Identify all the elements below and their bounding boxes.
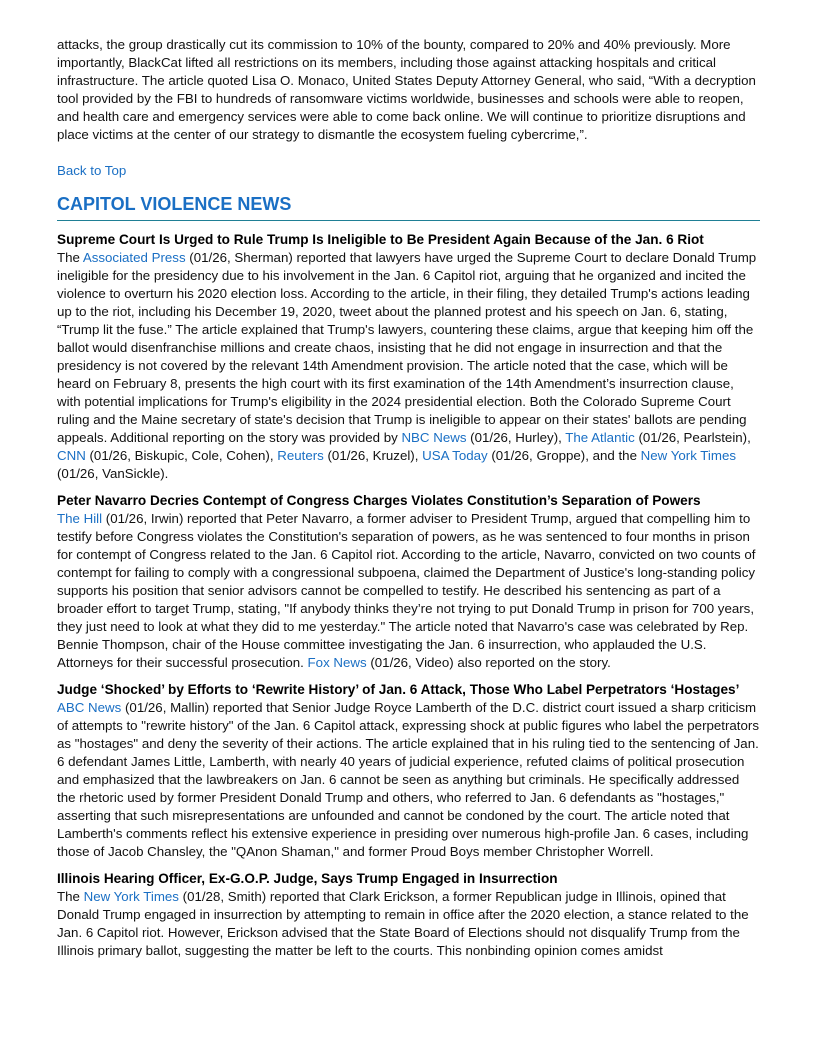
article-title: Peter Navarro Decries Contempt of Congress Charges Violates Constitution’s Separation of Powers bbox=[57, 493, 701, 508]
source-link[interactable]: Fox News bbox=[307, 655, 367, 670]
article-body bbox=[57, 249, 760, 483]
article-title: Illinois Hearing Officer, Ex-G.O.P. Judge, Says Trump Engaged in Insurrection bbox=[57, 871, 558, 886]
article bbox=[57, 681, 760, 861]
article bbox=[57, 231, 760, 483]
source-link[interactable]: New York Times bbox=[640, 448, 737, 463]
back-to-top-link[interactable]: Back to Top bbox=[57, 163, 127, 178]
source-link[interactable]: CNN bbox=[57, 448, 86, 463]
source-link[interactable]: The Atlantic bbox=[565, 430, 635, 445]
source-link[interactable]: New York Times bbox=[83, 889, 179, 904]
article-text: (01/26, Sherman) reported that lawyers have urged the Supreme Court to declare Donald Trump ineligible for the presidency due to his involvement in the Jan. 6 Capitol riot, arguing that he organized and incited the violence to overturn his 2020 election loss. According to the article, in their filing, they detailed Trump's actions leading up to the riot, including his December 19, 2020, tweet about the planned protest and his speech on Jan. 6, stating, “Trump lit the fuse.” The article explained that Trump's lawyers, countering these claims, argue that keeping him off the ballot would disenfranchise millions and create chaos, insisting that he did not engage in insurrection and that the presidency is not covered by the relevant 14th Amendment provision. The article noted that the case, which will be heard on February 8, presents the high court with its first examination of the 14th Amendment’s insurrection clause, with potential implications for Trump's eligibility in the 2024 presidential election. Both the Colorado Supreme Court ruling and the Maine secretary of state's decision that Trump is ineligible to appear on their states' ballots are pending appeals. Additional reporting on the story was provided by bbox=[57, 250, 757, 445]
citation-text: (01/26, Biskupic, Cole, Cohen), bbox=[85, 448, 278, 463]
article-text: (01/28, Smith) reported that Clark Erickson, a former Republican judge in Illinois, opined that Donald Trump engaged in insurrection by attempting to remain in office after the 2020 election, a stance related to the Jan. 6 Capitol riot. However, Erickson advised that the State Board of Elections should not disqualify Trump from the Illinois primary ballot, suggesting the matter be left to the courts. This nonbinding opinion comes amidst bbox=[57, 889, 749, 958]
source-link[interactable]: USA Today bbox=[422, 448, 488, 463]
citation-text: (01/26, Pearlstein), bbox=[634, 430, 751, 445]
article bbox=[57, 870, 760, 960]
citation-text: (01/26, Video) also reported on the story. bbox=[366, 655, 611, 670]
citation-text: (01/26, Groppe), and the bbox=[487, 448, 641, 463]
citation-text: (01/26, Hurley), bbox=[466, 430, 566, 445]
intro-paragraph: attacks, the group drastically cut its commission to 10% of the bounty, compared to 20% and 40% previously. More importantly, BlackCat lifted all restrictions on its members, including those against attacking hospitals and critical infrastructure. The article quoted Lisa O. Monaco, United States Deputy Attorney General, who said, “With a decryption tool provided by the FBI to hundreds of ransomware victims worldwide, businesses and schools were able to reopen, and health care and emergency services were able to come back online. We will continue to prioritize disruptions and place victims at the center of our strategy to dismantle the ecosystem fueling cybercrime,”. bbox=[57, 37, 756, 142]
lead-word: The bbox=[57, 250, 83, 265]
article-text: (01/26, Mallin) reported that Senior Judge Royce Lamberth of the D.C. district court issued a sharp criticism of attempts to "rewrite history" of the Jan. 6 Capitol attack, expressing shock at public figures who label the perpetrators as "hostages" and deny the severity of their actions. The article explained that in his ruling tied to the sentencing of Jan. 6 defendant James Little, Lamberth, with nearly 40 years of judicial experience, refuted claims of political prosecution and emphasized that the lawbreakers on Jan. 6 cannot be seen as anything but criminals. He specifically addressed the rhetoric used by former President Donald Trump and others, who referred to Jan. 6 defendants as "hostages," asserting that such misrepresentations are unfounded and cannot be condoned by the court. The article noted that Lamberth's comments reflect his extensive experience in presiding over numerous high-profile Jan. 6 cases, including those of Jacob Chansley, the "QAnon Shaman," and former Proud Boys member Christopher Worrell. bbox=[57, 700, 759, 859]
source-link[interactable]: NBC News bbox=[401, 430, 467, 445]
article-title: Judge ‘Shocked’ by Efforts to ‘Rewrite History’ of Jan. 6 Attack, Those Who Label Perpetrators ‘Hostages’ bbox=[57, 682, 740, 697]
article-title: Supreme Court Is Urged to Rule Trump Is Ineligible to Be President Again Because of the Jan. 6 Riot bbox=[57, 232, 704, 247]
lead-word: The bbox=[57, 889, 84, 904]
source-link[interactable]: The Hill bbox=[57, 511, 103, 526]
article-body bbox=[57, 699, 760, 861]
section-title: CAPITOL VIOLENCE NEWS bbox=[57, 192, 760, 221]
article bbox=[57, 492, 760, 672]
article-body bbox=[57, 888, 760, 960]
source-link[interactable]: Reuters bbox=[277, 448, 324, 463]
article-text: (01/26, Irwin) reported that Peter Navarro, a former adviser to President Trump, argued that compelling him to testify before Congress violates the Constitution's separation of powers, as he was sentenced to four months in prison for contempt of Congress related to the Jan. 6 Capitol riot. According to the article, Navarro, convicted on two counts of contempt for failing to comply with a congressional subpoena, claimed the Department of Justice's long-standing policy supports his position that senior advisors cannot be compelled to testify. He described his sentencing as part of a broader effort to target Trump, stating, "If anybody thinks they’re not trying to put Donald Trump in prison for 700 years, they just need to look at what they did to me yesterday." The article noted that Navarro's case was celebrated by Rep. Bennie Thompson, chair of the House committee investigating the Jan. 6 insurrection, who applauded the U.S. Attorneys for their successful prosecution. bbox=[57, 511, 756, 670]
citation-text: (01/26, Kruzel), bbox=[323, 448, 423, 463]
article-body bbox=[57, 510, 760, 672]
citation-text: (01/26, VanSickle). bbox=[57, 466, 169, 481]
source-link[interactable]: Associated Press bbox=[82, 250, 186, 265]
source-link[interactable]: ABC News bbox=[57, 700, 122, 715]
